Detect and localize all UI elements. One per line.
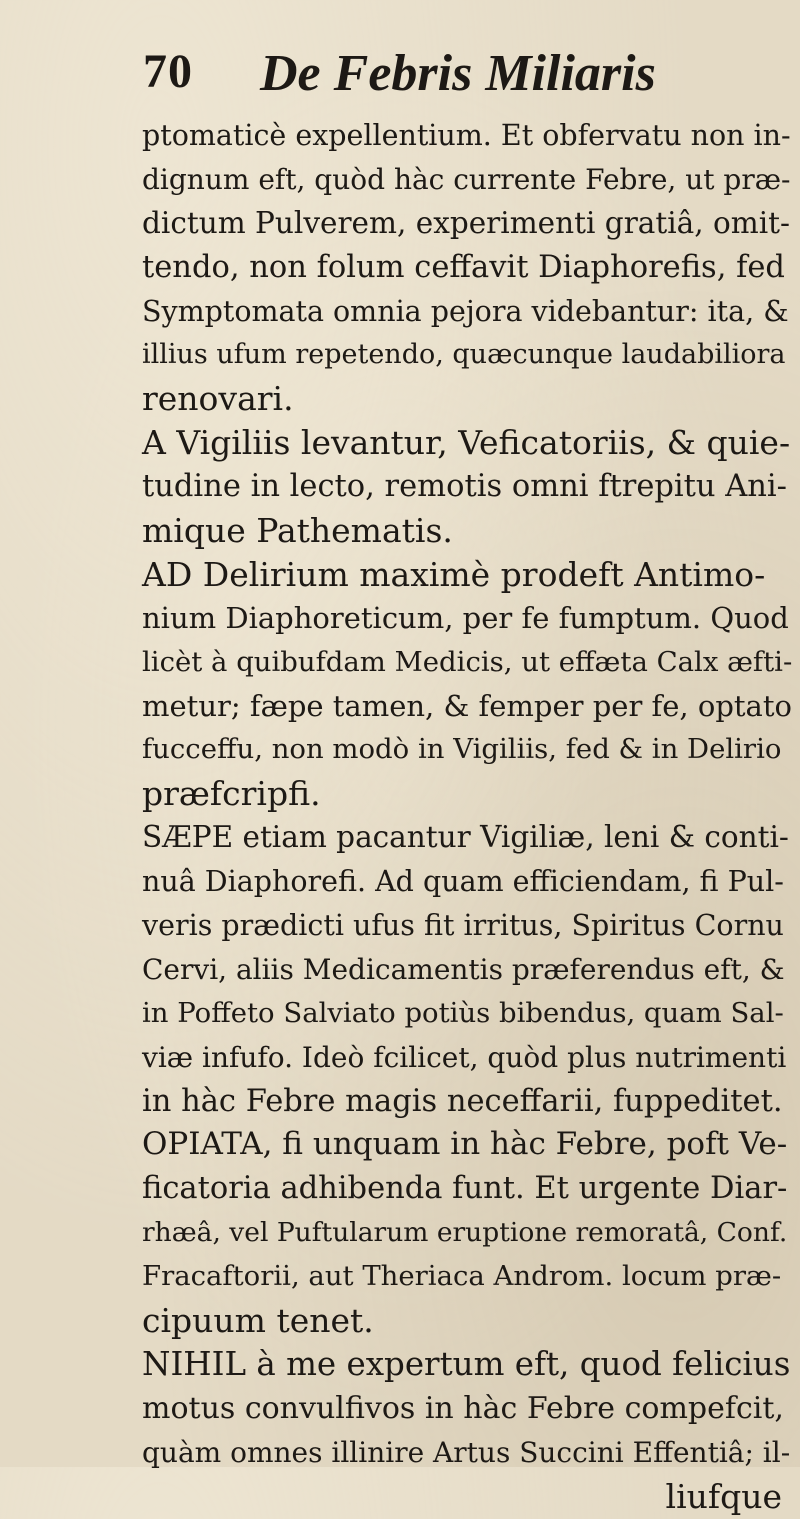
text-line: Symptomata omnia pejora videbantur: ita, & [142,294,789,328]
text-line: dignum eft, quòd hàc currente Febre, ut præ- [142,162,791,196]
text-line: in Poffeto Salviato potiùs bibendus, quam Sal- [142,996,784,1029]
text-line: SÆPE etiam pacantur Vigiliæ, leni & conti- [142,820,789,855]
text-line: ptomaticè expellentium. Et obfervatu non in- [142,119,791,152]
body-text [142,114,792,1519]
text-line: rhæâ, vel Puftularum eruptione remoratâ, Conf. [142,1217,788,1249]
page-number: 70 [143,45,193,98]
text-line: nuâ Diaphorefi. Ad quam efficiendam, fi Pul- [142,865,784,899]
text-line: fucceffu, non modò in Vigiliis, fed & in Delirio [142,733,782,766]
page-header [143,44,663,108]
text-line: veris prædicti ufus fit irritus, Spiritus Cornu [142,909,784,943]
text-line: A Vigiliis levantur, Veficatoriis, & quie- [142,423,791,463]
text-line: in hàc Febre magis neceffarii, fuppeditet. [142,1083,783,1119]
text-line: AD Delirium maximè prodeft Antimo- [142,554,766,594]
text-line: ficatoria adhibenda funt. Et urgente Diar- [142,1171,788,1207]
text-line: licèt à quibufdam Medicis, ut effæta Calx æfti- [142,645,793,678]
text-line: quàm omnes illinire Artus Succini Effentiâ; il- [142,1435,791,1469]
text-line: OPIATA, fi unquam in hàc Febre, poft Ve- [142,1126,788,1163]
text-line: viæ infufo. Ideò fcilicet, quòd plus nutrimenti [142,1040,787,1074]
catchword: liufque [665,1476,782,1516]
text-line: Fracaftorii, aut Theriaca Androm. locum præ- [142,1260,782,1293]
text-line: præfcripfi. [142,774,321,814]
text-line: renovari. [142,379,294,419]
text-line: metur; fæpe tamen, & femper per fe, optato [142,688,792,723]
text-line: illius ufum repetendo, quæcunque laudabiliora [142,339,786,371]
running-title: De Febris Miliaris [260,45,656,102]
text-line: dictum Pulverem, experimenti gratiâ, omit- [142,205,791,240]
text-line: NIHIL à me expertum eft, quod felicius [142,1344,791,1383]
text-line: mique Pathematis. [142,511,453,551]
text-line: cipuum tenet. [142,1301,374,1341]
text-line: tendo, non folum ceffavit Diaphorefis, fed [142,249,785,285]
text-line: nium Diaphoreticum, per fe fumptum. Quod [142,600,789,635]
text-line: motus convulfivos in hàc Febre compefcit, [142,1390,784,1426]
text-line: Cervi, aliis Medicamentis præferendus eft, & [142,952,785,986]
text-line: tudine in lecto, remotis omni ftrepitu Ani- [142,469,787,505]
